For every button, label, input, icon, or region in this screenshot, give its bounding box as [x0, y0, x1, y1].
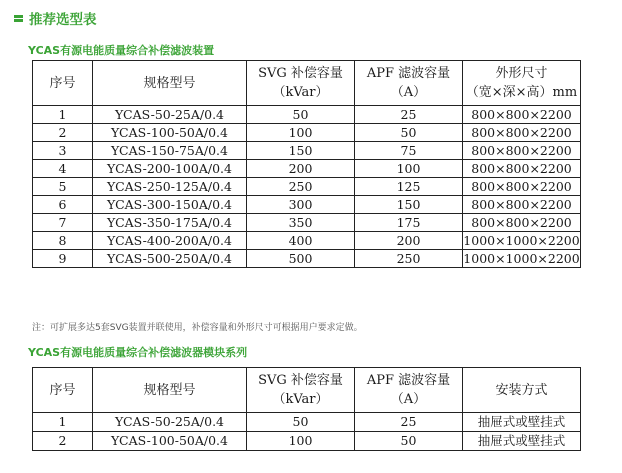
table-cell: 25 — [355, 413, 463, 432]
table-row — [33, 160, 581, 178]
table-cell: 1000×1000×2200 — [463, 233, 580, 248]
table-cell: YCAS-500-250A/0.4 — [93, 250, 247, 268]
table-cell: 800×800×2200 — [463, 214, 581, 232]
table-cell: 1 — [33, 106, 93, 124]
table-cell: 7 — [33, 214, 93, 232]
table-cell: 100 — [247, 432, 355, 451]
table-cell: 50 — [355, 432, 463, 451]
table-cell: 150 — [355, 196, 463, 214]
table-row — [33, 432, 581, 451]
table-row — [33, 124, 581, 142]
header-model: 规格型号 — [93, 368, 247, 413]
table-cell: 500 — [247, 250, 355, 268]
table-cell: 175 — [355, 214, 463, 232]
table-cell: 抽屉式或壁挂式 — [463, 413, 581, 432]
table-cell: 150 — [247, 142, 355, 160]
table-cell: 25 — [355, 106, 463, 124]
table-cell: 2 — [33, 432, 93, 451]
table-cell: 100 — [355, 160, 463, 178]
table-cell: 800×800×2200 — [463, 178, 581, 196]
table-cell: 1000×1000×2200 — [463, 251, 580, 266]
table-header-row — [33, 61, 581, 106]
table-cell: 50 — [247, 413, 355, 432]
footnote: 注：可扩展多达5套SVG装置并联使用，补偿容量和外形尺寸可根据用户要求定做。 — [32, 323, 363, 333]
table-cell: YCAS-350-175A/0.4 — [93, 214, 247, 232]
table-cell: YCAS-400-200A/0.4 — [93, 232, 247, 250]
table-cell: YCAS-50-25A/0.4 — [93, 413, 247, 432]
section-title: 推荐选型表 — [29, 12, 97, 28]
table-cell: YCAS-100-50A/0.4 — [93, 432, 247, 451]
table-header-row — [33, 368, 581, 413]
header-index: 序号 — [33, 61, 93, 106]
table-cell: 9 — [33, 250, 93, 268]
table-cell: 300 — [247, 196, 355, 214]
header-index: 序号 — [33, 368, 93, 413]
header-installation: 安装方式 — [463, 368, 581, 413]
header-dimensions: 外形尺寸 （宽×深×高）mm — [463, 61, 581, 106]
table-row — [33, 106, 581, 124]
table-cell: 250 — [247, 178, 355, 196]
table-row — [33, 196, 581, 214]
module-spec-table — [32, 367, 581, 451]
table-cell: 6 — [33, 196, 93, 214]
table-cell: 1 — [33, 413, 93, 432]
table-cell: YCAS-250-125A/0.4 — [93, 178, 247, 196]
table-cell: YCAS-300-150A/0.4 — [93, 196, 247, 214]
table2-caption: YCAS有源电能质量综合补偿滤波器模块系列 — [28, 346, 248, 359]
table-cell: 125 — [355, 178, 463, 196]
device-spec-table — [32, 60, 581, 268]
header-apf-capacity: APF 滤波容量 （A） — [355, 368, 463, 413]
table-cell: 3 — [33, 142, 93, 160]
table-cell: 50 — [247, 106, 355, 124]
table-cell: 250 — [355, 250, 463, 268]
table-cell: 800×800×2200 — [463, 160, 581, 178]
header-model: 规格型号 — [93, 61, 247, 106]
section-heading — [14, 8, 97, 28]
table-cell: 800×800×2200 — [463, 124, 581, 142]
table-cell: 100 — [247, 124, 355, 142]
table-cell: 75 — [355, 142, 463, 160]
table-cell: 400 — [247, 232, 355, 250]
table-cell: 800×800×2200 — [463, 196, 581, 214]
table-cell: YCAS-200-100A/0.4 — [93, 160, 247, 178]
table-cell: 5 — [33, 178, 93, 196]
table-row — [33, 232, 581, 250]
header-svg-capacity: SVG 补偿容量 （kVar） — [247, 61, 355, 106]
table-row — [33, 250, 581, 268]
table1-caption: YCAS有源电能质量综合补偿滤波装置 — [28, 44, 215, 57]
table-cell: 2 — [33, 124, 93, 142]
table-cell: YCAS-50-25A/0.4 — [93, 106, 247, 124]
table-row — [33, 142, 581, 160]
table-row — [33, 413, 581, 432]
heading-bars-icon — [14, 14, 23, 23]
table-cell: YCAS-150-75A/0.4 — [93, 142, 247, 160]
table-cell: 800×800×2200 — [463, 106, 581, 124]
table-cell: YCAS-100-50A/0.4 — [93, 124, 247, 142]
table-cell: 200 — [355, 232, 463, 250]
table-cell: 200 — [247, 160, 355, 178]
table-cell: 抽屉式或壁挂式 — [463, 432, 581, 451]
table-cell: 4 — [33, 160, 93, 178]
table-row — [33, 178, 581, 196]
header-svg-capacity: SVG 补偿容量 （kVar） — [247, 368, 355, 413]
table-cell: 350 — [247, 214, 355, 232]
table-cell: 800×800×2200 — [463, 142, 581, 160]
header-apf-capacity: APF 滤波容量 （A） — [355, 61, 463, 106]
table-cell: 50 — [355, 124, 463, 142]
table-cell: 8 — [33, 232, 93, 250]
table-row — [33, 214, 581, 232]
